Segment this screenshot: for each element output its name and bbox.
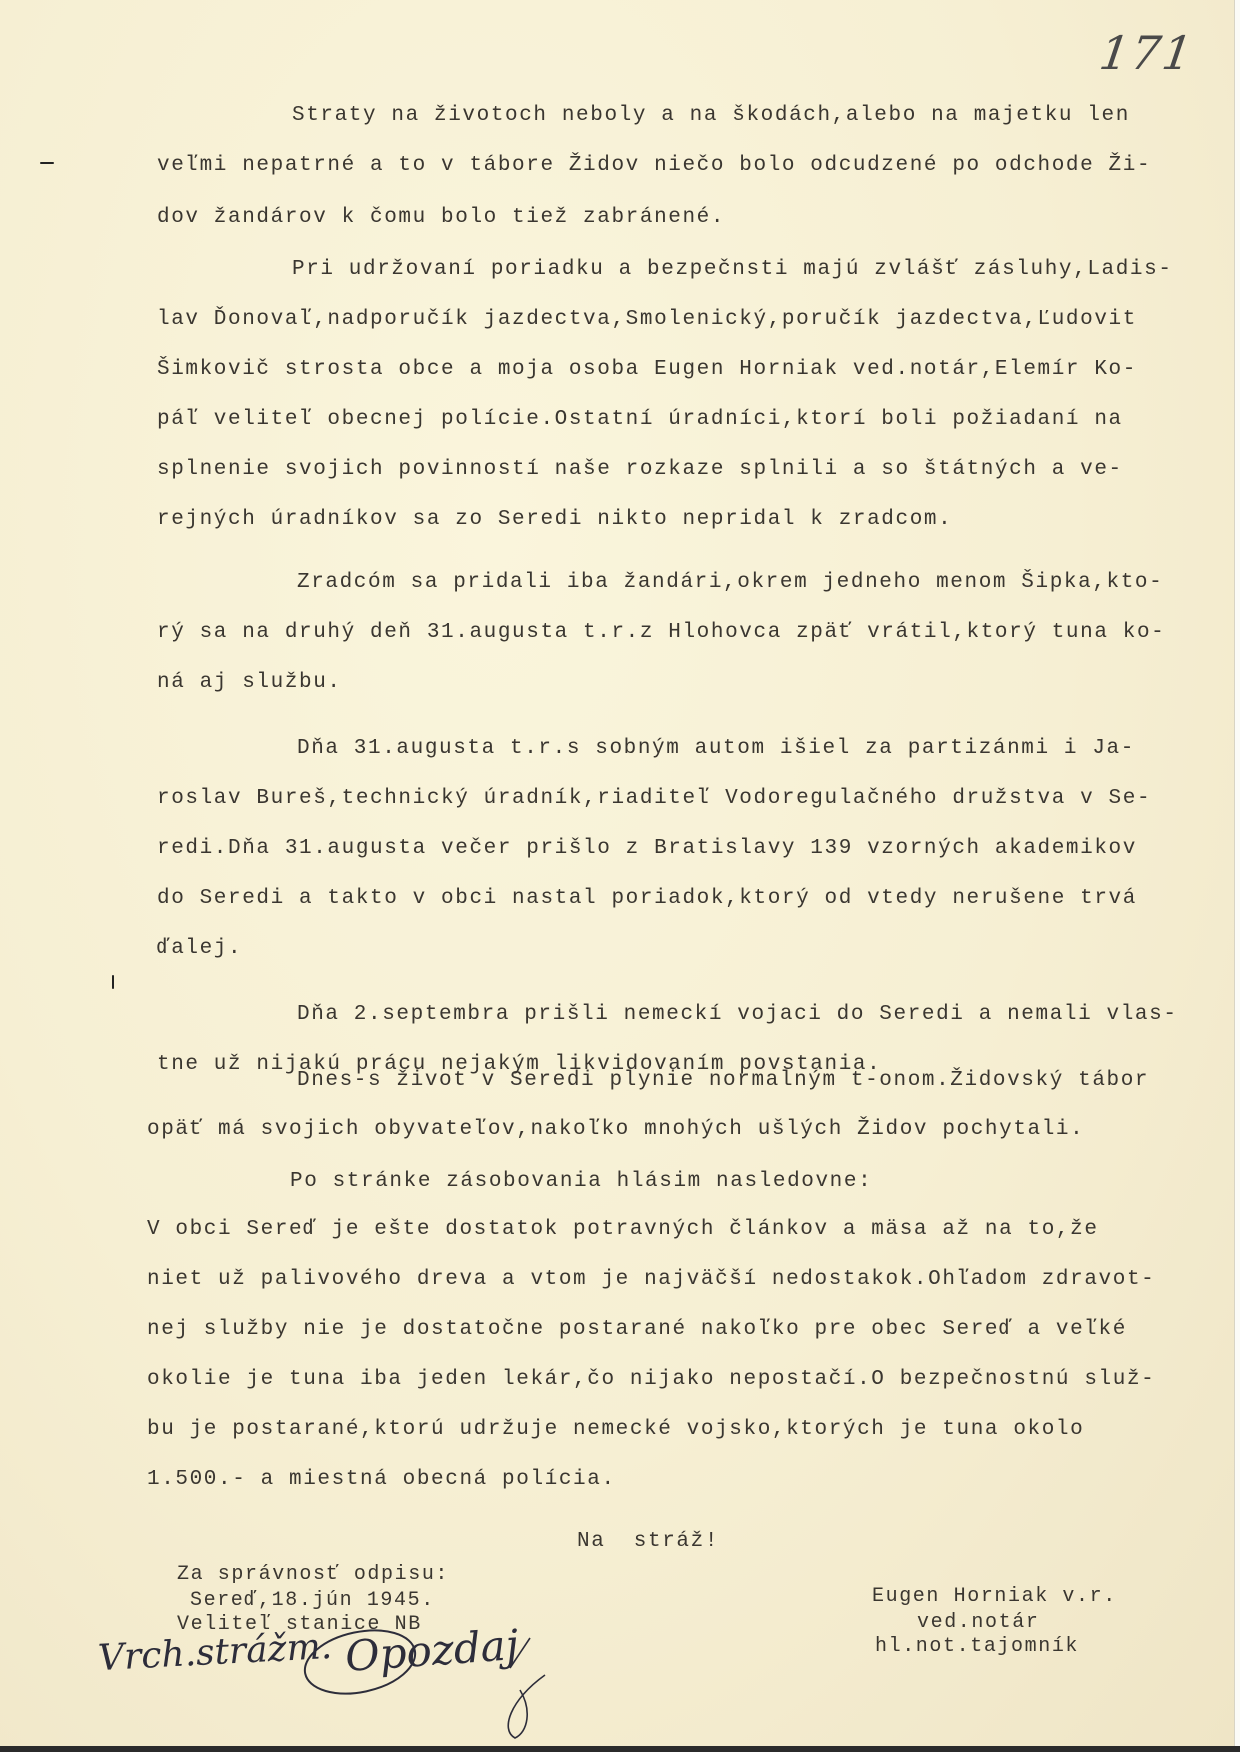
closing-salute: Na stráž! [577,1530,720,1553]
text-line: páľ veliteľ obecnej polície.Ostatní úradníci,ktorí boli požiadaní na [157,408,1123,431]
certification-role: Veliteľ stanice NB [177,1613,422,1636]
margin-mark [112,975,114,989]
text-line: Šimkovič strosta obce a moja osoba Eugen Horniak ved.notár,Elemír Ko- [157,358,1137,381]
text-line: Straty na životoch neboly a na škodách,alebo na majetku len [292,104,1130,127]
signature-flourish [300,1620,600,1740]
text-line: ďalej. [157,937,243,960]
scan-edge-bottom [0,1746,1240,1752]
signatory-title: ved.notár [917,1611,1040,1634]
certification-place-date: Sereď,18.jún 1945. [190,1589,435,1612]
text-line: niet už palivového dreva a vtom je najväčší nedostakok.Ohľadom zdravot- [147,1268,1156,1291]
text-line: nej služby nie je dostatočne postarané nakoľko pre obec Sereď a veľké [147,1318,1127,1341]
text-line: dov žandárov k čomu bolo tiež zabránené. [157,206,726,229]
text-line: Pri udržovaní poriadku a bezpečnsti majú zvlášť zásluhy,Ladis- [292,258,1173,281]
text-line: redi.Dňa 31.augusta večer prišlo z Bratislavy 139 vzorných akademikov [157,837,1137,860]
certification-line: Za správnosť odpisu: [177,1563,450,1586]
text-line: rejných úradníkov sa zo Seredi nikto nepridal k zradcom. [157,508,953,531]
signatory-name: Eugen Horniak v.r. [872,1585,1117,1608]
scan-edge-right [1234,0,1240,1752]
handwritten-signature: Opozdaj [343,1620,521,1681]
text-line: splnenie svojich povinností naše rozkaze splnili a so štátných a ve- [157,458,1123,481]
text-line: tne už nijakú prácu nejakým likvidovaním povstania. [157,1053,882,1076]
text-line: veľmi nepatrné a to v tábore Židov niečo bolo odcudzené po odchode Ži- [157,154,1152,177]
text-line: Dňa 2.septembra prišli nemeckí vojaci do Seredi a nemali vlas- [297,1003,1178,1026]
text-line: bu je postarané,ktorú udržuje nemecké vojsko,ktorých je tuna okolo [147,1418,1085,1441]
text-line: ná aj službu. [157,671,342,694]
text-line: Dňa 31.augusta t.r.s sobným autom išiel za partizánmi i Ja- [297,737,1135,760]
text-line: okolie je tuna iba jeden lekár,čo nijako nepostačí.O bezpečnostnú služ- [147,1368,1156,1391]
text-line: Po stránke zásobovania hlásim nasledovne: [290,1170,873,1193]
margin-mark [40,162,54,164]
text-line: opäť má svojich obyvateľov,nakoľko mnohých ušlých Židov pochytali. [147,1118,1085,1141]
text-line: V obci Sereď je ešte dostatok potravných článkov a mäsa až na to,že [147,1218,1099,1241]
handwritten-rank: Vrch.strážm. [97,1625,334,1680]
text-line: Zradcóm sa pridali iba žandári,okrem jedneho menom Šipka,kto- [297,571,1164,594]
folio-number: 171 [1096,26,1198,80]
text-line: rý sa na druhý deň 31.augusta t.r.z Hlohovca zpäť vrátil,ktorý tuna ko- [157,621,1166,644]
text-line: 1.500.- a miestná obecná polícia. [147,1468,616,1491]
text-line: do Seredi a takto v obci nastal poriadok,ktorý od vtedy nerušene trvá [157,887,1137,910]
text-line: lav Ďonovaľ,nadporučík jazdectva,Smolenický,poručík jazdectva,Ľudovit [157,308,1137,331]
text-line: Dnes-s život v Seredi plynie normalným t-onom.Židovský tábor [297,1069,1150,1092]
signatory-title: hl.not.tajomník [875,1635,1080,1658]
text-line: roslav Bureš,technický úradník,riaditeľ Vodoregulačného družstva v Se- [157,787,1152,810]
